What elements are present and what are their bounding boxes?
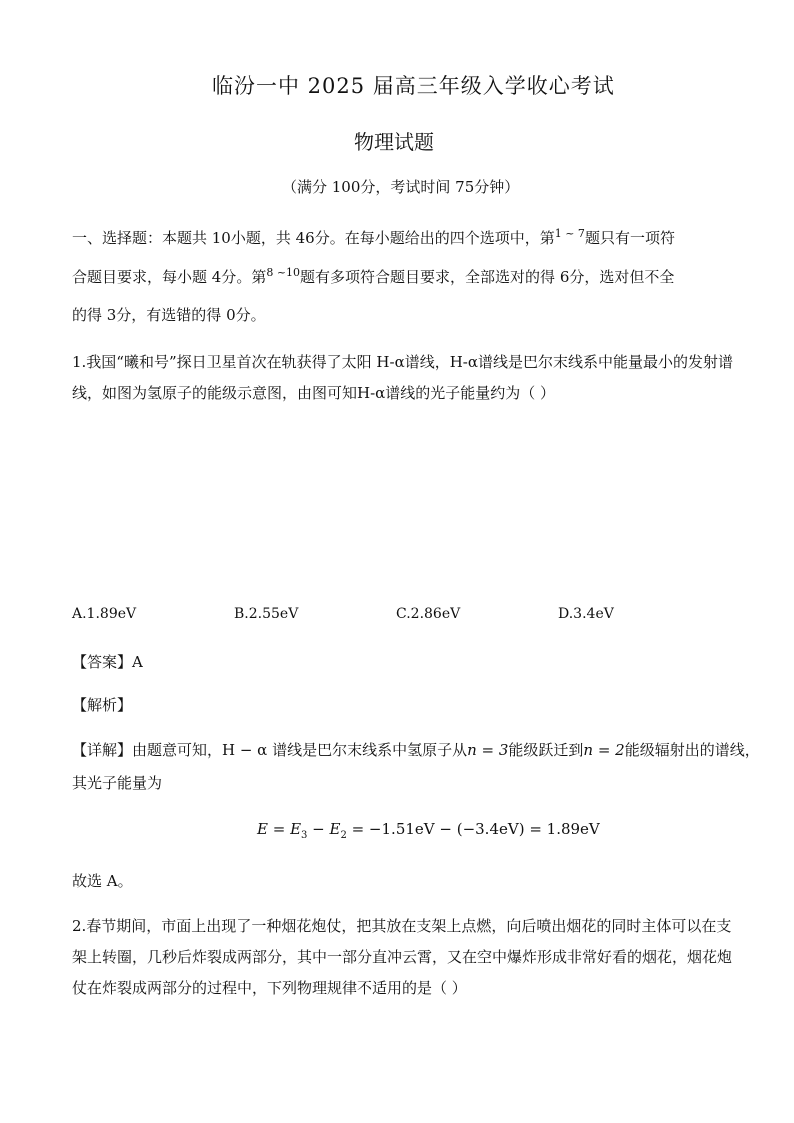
level-n3: n = 3 (467, 741, 509, 759)
analysis-label: 【解析】 (72, 696, 133, 714)
option-d: D.3.4eV (558, 606, 614, 622)
subject-title: 物理试题 (354, 130, 434, 154)
question-2-line-1: 2.春节期间，市面上出现了一种烟花炮仗，把其放在支架上点燃，向后喷出烟花的同时主体可以在支 (72, 917, 732, 935)
conclusion: 故选 A。 (72, 872, 133, 890)
section-instructions-line-2: 合题目要求，每小题 4分。第$^{8 \sim 10}$题有多项符合题目要求，全部选对的得 6分，选对但不全 (72, 266, 675, 286)
answer-label: 【答案】A (72, 653, 143, 671)
question-1-line-2: 线，如图为氢原子的能级示意图，由图可知H-α谱线的光子能量约为（ ） (72, 384, 556, 402)
exam-note: （满分 100分，考试时间 75分钟） (282, 178, 520, 196)
question-2-line-2: 架上转圈，几秒后炸裂成两部分，其中一部分直冲云霄，又在空中爆炸形成非常好看的烟花，烟花炮 (72, 948, 733, 966)
option-b: B.2.55eV (234, 606, 299, 622)
level-n2: n = 2 (583, 741, 625, 759)
question-1-line-1: 1.我国“曦和号”探日卫星首次在轨获得了太阳 H-α谱线，H-α谱线是巴尔末线系中能量最小的发射谱 (72, 353, 733, 371)
option-c: C.2.86eV (396, 606, 461, 622)
question-2-line-3: 仗在炸裂成两部分的过程中，下列物理规律不适用的是（ ） (72, 979, 467, 997)
question-range: 8 ~10 (266, 266, 301, 279)
figure-placeholder (72, 410, 722, 585)
section-instructions-line-1: 一、选择题：本题共 10小题，共 46分。在每小题给出的四个选项中，第$^{1 \sim 7}$题只有一项符 (72, 227, 675, 247)
detail-line-1: 【详解】由题意可知，H − α 谱线是巴尔末线系中氢原子从n = 3能级跃迁到n = 2能级辐射出的谱线， (72, 741, 760, 759)
question-range: 1 ~ 7 (554, 227, 585, 240)
energy-equation: $E = E_3 - E_2 = -1.51eV - (-3.4eV) = 1.89eV$ (257, 820, 600, 841)
exam-title: 临汾一中 2025 届高三年级入学收心考试 (212, 74, 615, 98)
detail-line-2: 其光子能量为 (72, 774, 163, 792)
section-instructions-line-3: 的得 3分，有选错的得 0分。 (72, 306, 266, 324)
option-a: A.1.89eV (72, 606, 137, 622)
